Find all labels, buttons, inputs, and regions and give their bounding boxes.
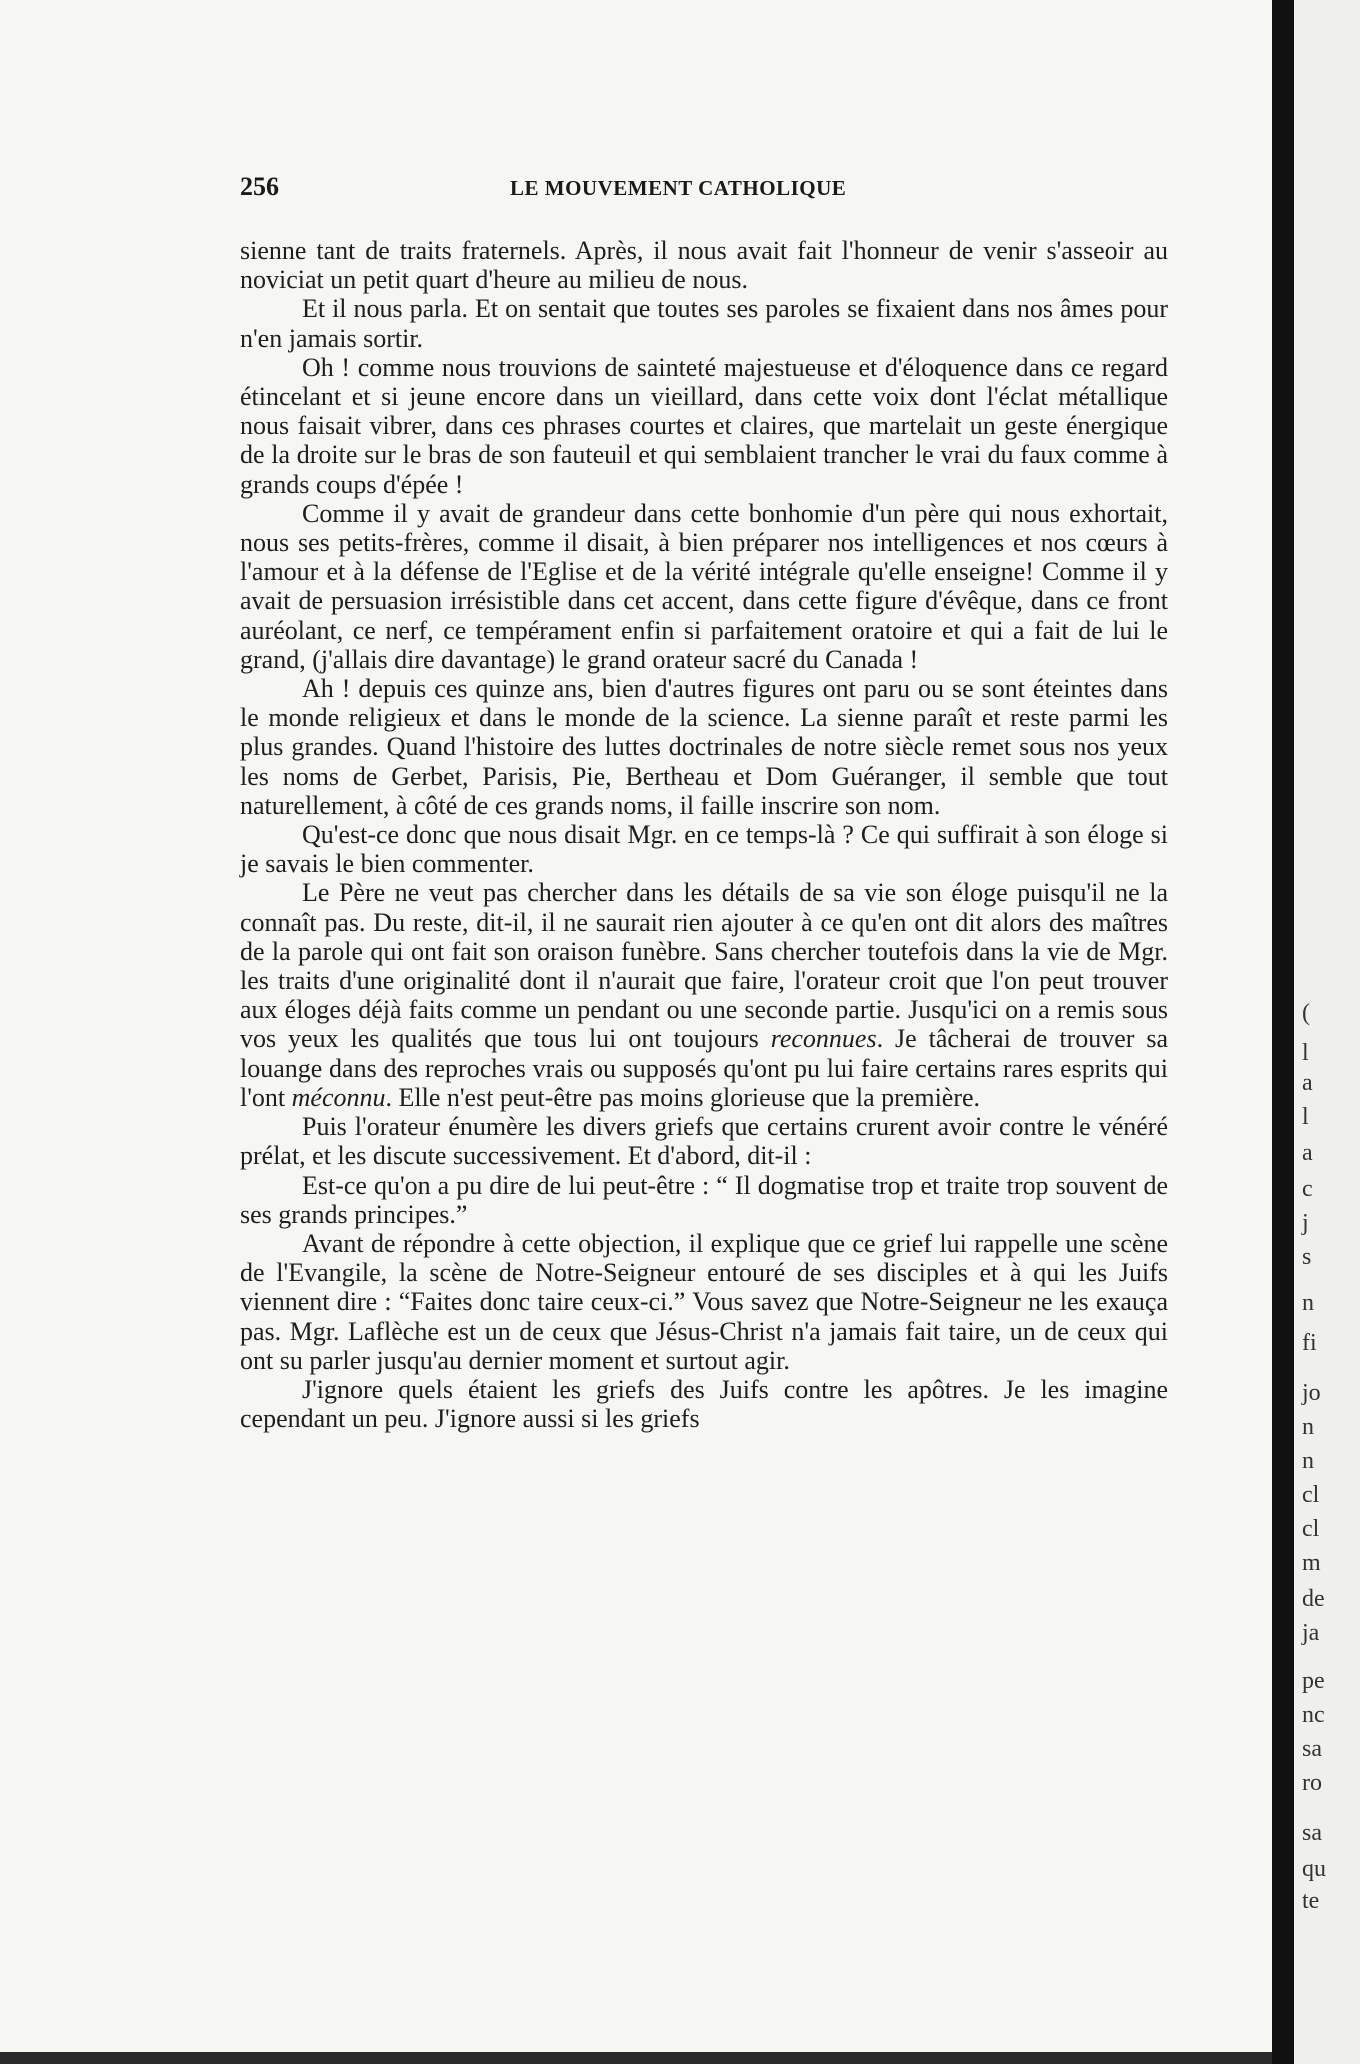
paragraph: Puis l'orateur énumère les divers griefs que certains crurent avoir contre le vénéré prélat, et les discute successivement. Et d'abord, dit-il : [240,1112,1168,1171]
adjacent-page-fragment: sa [1302,1820,1322,1846]
adjacent-page-fragment: n [1302,1290,1314,1316]
adjacent-page-fragment: ( [1302,1000,1310,1026]
paragraph: J'ignore quels étaient les griefs des Juifs contre les apôtres. Je les imagine cependant un peu. J'ignore aussi si les griefs [240,1374,1168,1434]
adjacent-page-fragment: nc [1302,1702,1325,1728]
adjacent-page-fragment: qu [1302,1856,1326,1882]
paragraph: Avant de répondre à cette objection, il explique que ce grief lui rappelle une scène de l'Evangile, la scène de Notre-Seigneur entouré de ses disciples et à qui les Juifs viennent dire : “Faites donc taire ceux-ci.” Vous savez que Notre-Seigneur ne les exauça pas. Mgr. Laflèche est un de ceux que Jésus-Christ n'a jamais fait taire, un de ceux qui ont su parler jusqu'au dernier moment et surtout agir. [240,1228,1168,1375]
adjacent-page-fragment: te [1302,1888,1320,1914]
adjacent-page-fragment: cl [1302,1516,1320,1542]
adjacent-page-fragment: cl [1302,1482,1320,1508]
page-number: 256 [240,172,279,201]
adjacent-page-fragment: a [1302,1070,1313,1096]
adjacent-page-fragment: fi [1302,1330,1317,1356]
paragraph: Oh ! comme nous trouvions de sainteté majestueuse et d'éloquence dans ce regard étincelant et si jeune encore dans un vieillard, dans cette voix dont l'éclat métallique nous faisait vibrer, dans ces phrases courtes et claires, que martelait un geste énergique de la droite sur le bras de son fauteuil et qui semblaient trancher le vrai du faux comme à grands coups d'épée ! [240,352,1168,499]
adjacent-page-fragment: ro [1302,1770,1322,1796]
book-gutter [1272,0,1294,2064]
adjacent-page-fragment: a [1302,1140,1313,1166]
paragraph: Ah ! depuis ces quinze ans, bien d'autres figures ont paru ou se sont éteintes dans le monde religieux et dans le monde de la science. La sienne paraît et reste parmi les plus grandes. Quand l'histoire des luttes doctrinales de notre siècle remet sous nos yeux les noms de Gerbet, Parisis, Pie, Bertheau et Dom Guéranger, il semble que tout naturellement, à côté de ces grands noms, il faille inscrire son nom. [240,674,1168,820]
adjacent-page-fragment: sa [1302,1736,1322,1762]
adjacent-page-fragment: s [1302,1244,1312,1270]
adjacent-page-fragment: m [1302,1550,1321,1576]
scan-edge [0,2052,1284,2064]
paragraph: Est-ce qu'on a pu dire de lui peut-être : “ Il dogmatise trop et traite trop souvent de ses grands principes.” [240,1170,1168,1229]
adjacent-page-fragment: n [1302,1448,1314,1474]
adjacent-page-fragment: ja [1302,1620,1320,1646]
body-text [240,236,1168,1433]
adjacent-page-fragment: l [1302,1040,1309,1066]
adjacent-page-fragment: c [1302,1176,1313,1202]
page-header [240,172,1152,206]
running-head: LE MOUVEMENT CATHOLIQUE [510,176,847,200]
adjacent-page-fragment: j [1302,1210,1309,1236]
adjacent-page-fragment: l [1302,1104,1309,1130]
adjacent-page-fragment: n [1302,1414,1314,1440]
adjacent-page-fragment: pe [1302,1668,1325,1694]
paragraph [240,878,1168,1112]
paragraph: Comme il y avait de grandeur dans cette bonhomie d'un père qui nous exhortait, nous ses petits-frères, comme il disait, à bien préparer nos intelligences et nos cœurs à l'amour et à la défense de l'Eglise et de la vérité intégrale qu'elle enseigne! Comme il y avait de persuasion irrésistible dans cet accent, dans cette figure d'évêque, dans ce front auréolant, ce nerf, ce tempérament enfin si parfaitement oratoire et qui a fait de lui le grand, (j'allais dire davantage) le grand orateur sacré du Canada ! [240,498,1168,674]
italic-word: méconnu [291,1082,386,1112]
paragraph-text: . Je tâcherai de trouver sa louange dans des reproches vrais ou supposés qu'ont pu lui faire certains rares esprits qui l'ont [240,1024,1169,1112]
paragraph: Et il nous parla. Et on sentait que toutes ses paroles se fixaient dans nos âmes pour n'en jamais sortir. [240,294,1168,353]
adjacent-page-fragment: de [1302,1586,1325,1612]
paragraph-text: . Elle n'est peut-être pas moins glorieuse que la première. [385,1082,981,1112]
paragraph-text: Le Père ne veut pas chercher dans les détails de sa vie son éloge puisqu'il ne la connaît pas. Du reste, dit-il, il ne saurait rien ajouter à ce qu'en ont dit alors des maîtres de la parole qui ont fait son oraison funèbre. Sans chercher toutefois dans la vie de Mgr. les traits d'une originalité dont il n'aurait que faire, l'orateur croit que l'on peut trouver aux éloges déjà faits comme un pendant ou une seconde partie. Jusqu'ici on a remis sous vos yeux les qualités que tous lui ont toujours [240,878,1168,1054]
adjacent-page-fragment: jo [1302,1380,1321,1406]
italic-word: reconnues [770,1024,877,1054]
paragraph: Qu'est-ce donc que nous disait Mgr. en ce temps-là ? Ce qui suffirait à son éloge si je savais le bien commenter. [240,820,1168,879]
adjacent-page-edge [1294,0,1360,2064]
paragraph: sienne tant de traits fraternels. Après, il nous avait fait l'honneur de venir s'asseoir au noviciat un petit quart d'heure au milieu de nous. [240,236,1168,295]
